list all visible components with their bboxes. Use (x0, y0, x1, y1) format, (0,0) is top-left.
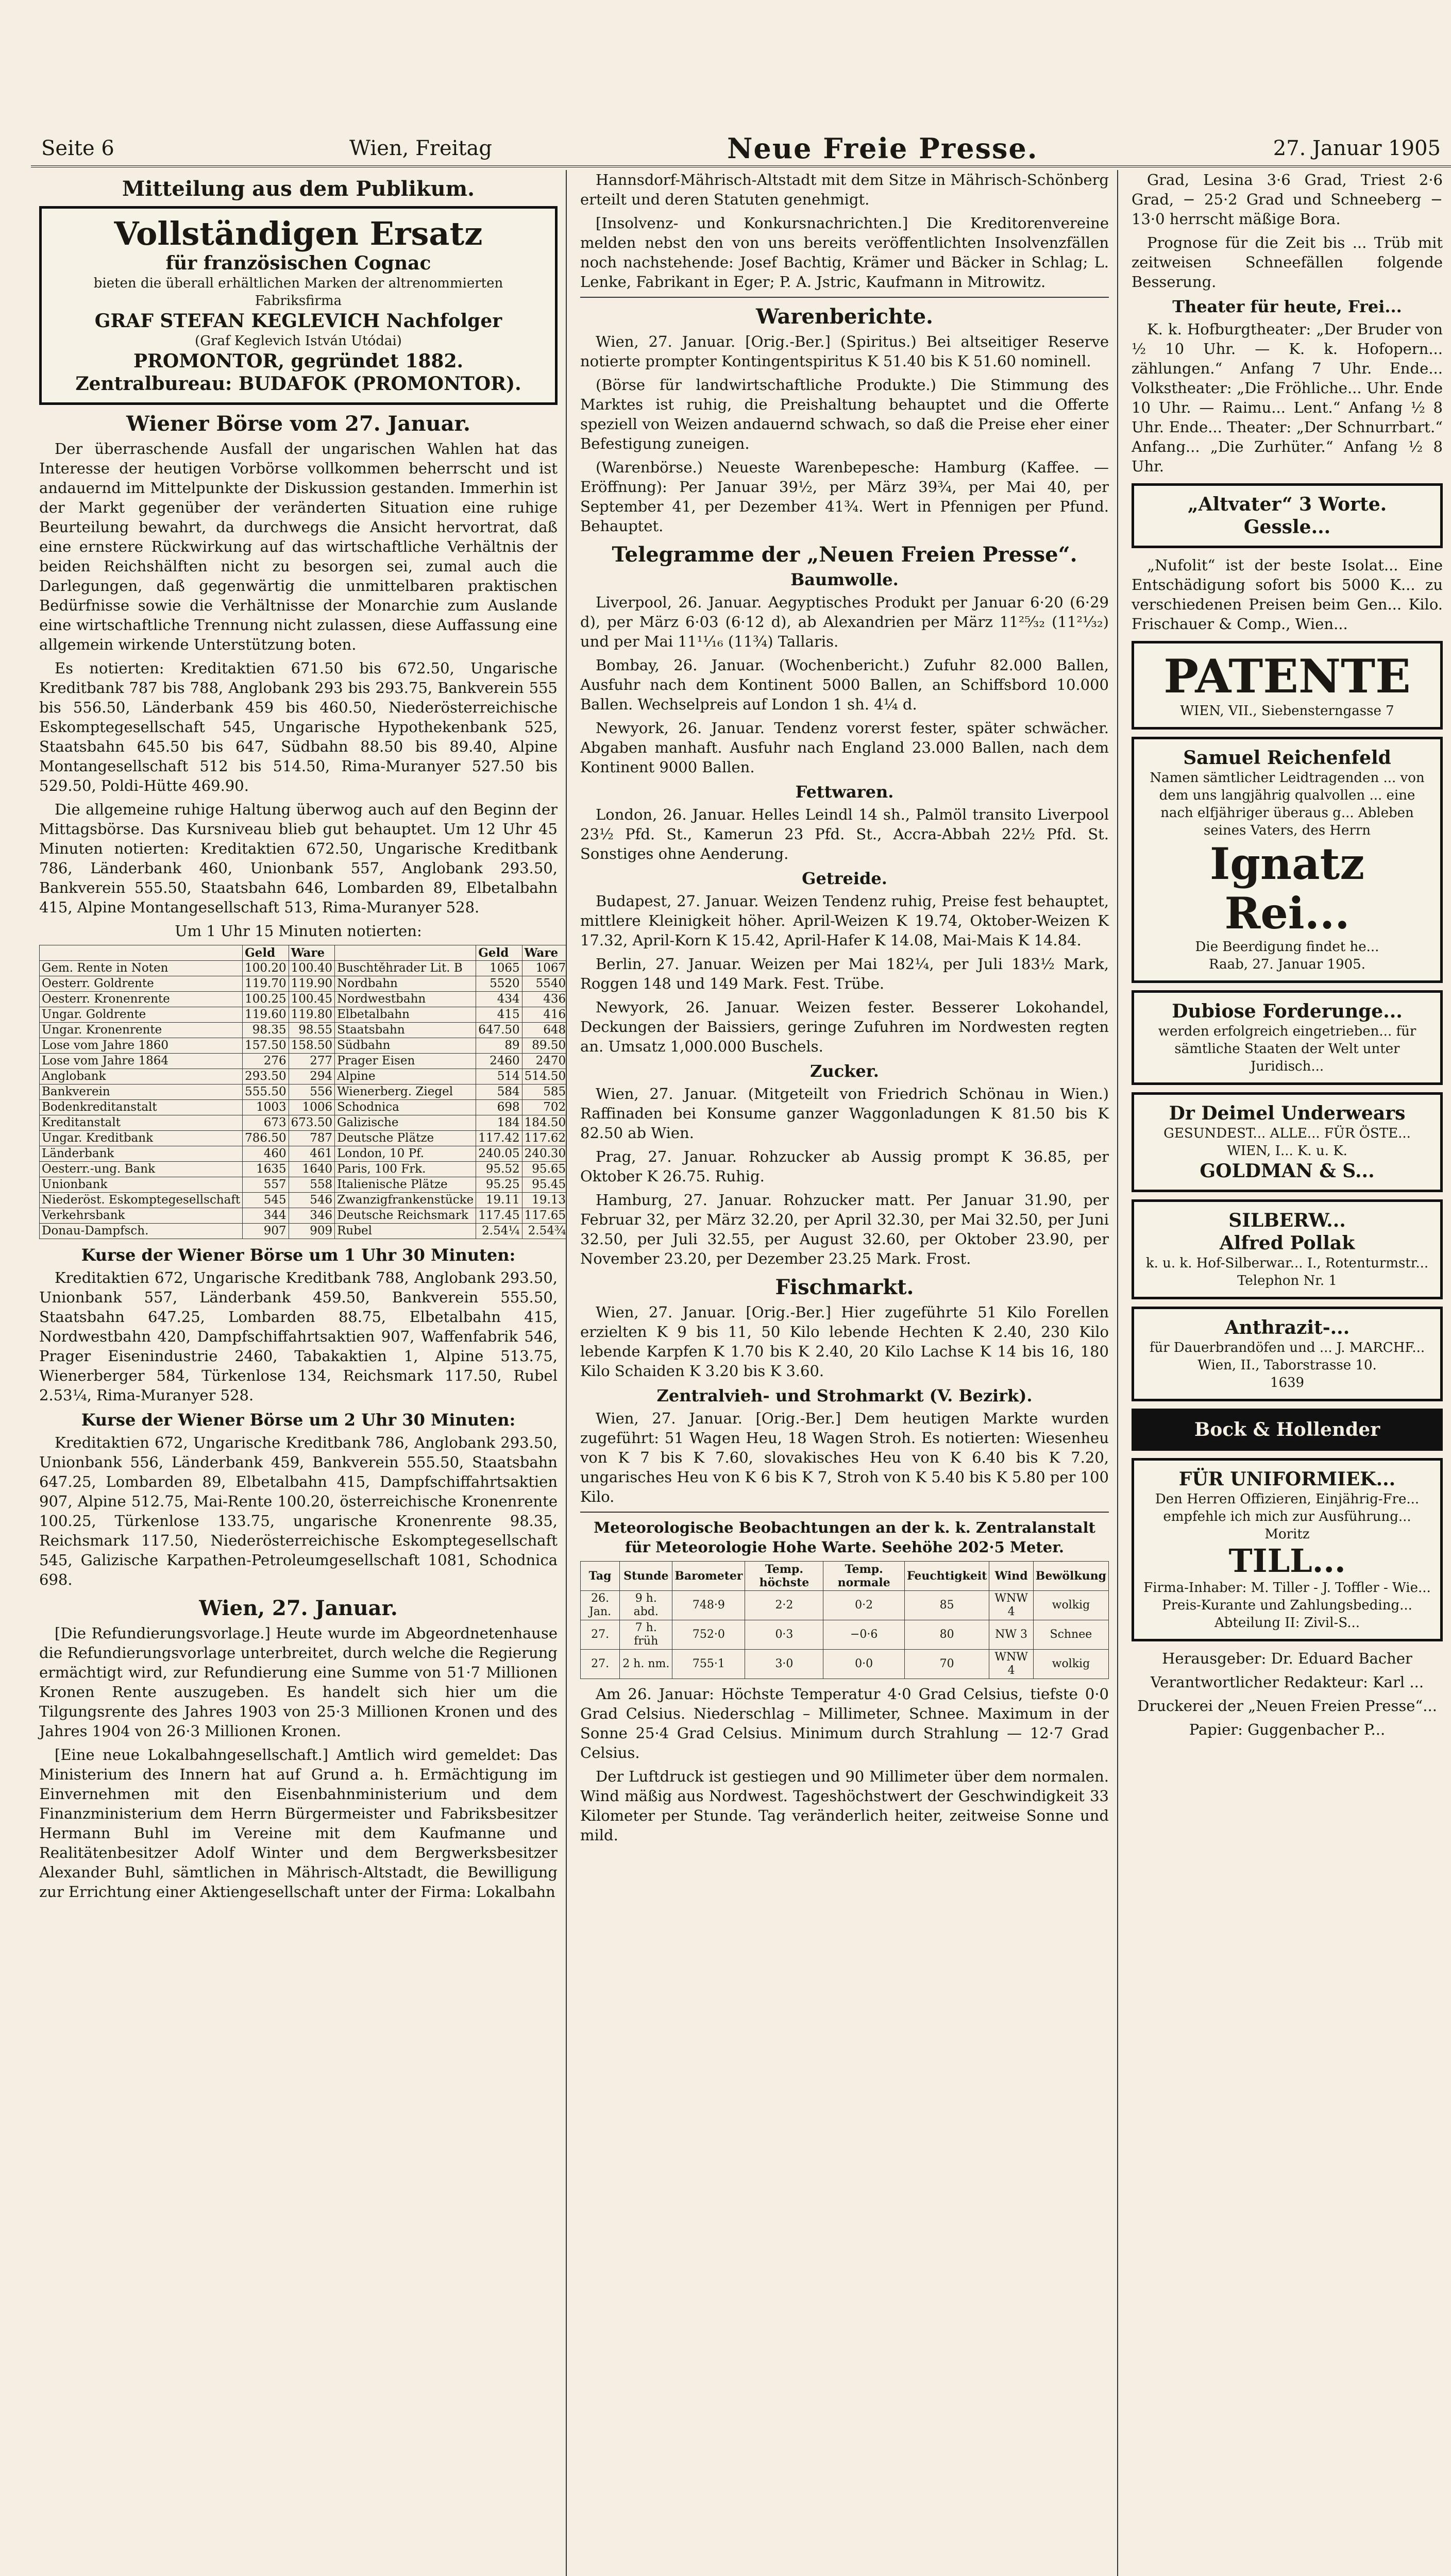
tel-paragraph: Bombay, 26. Januar. (Wochenbericht.) Zufuhr 82.000 Ballen, Ausfuhr nach dem Kontinent 5000 Ballen, an Schiffsbord 10.000 Ballen. Wechselpreis auf London 1 sh. 4¼ d. (580, 656, 1109, 713)
kurs-cell: 585 (522, 1084, 567, 1100)
ad-altvater (1132, 483, 1443, 548)
ad-tiller-sub: Firma-Inhaber: M. Tiller - J. Toffler - Wie... Preis-Kurante und Zahlungsbeding... Abteilung II: Zivil-S... (1143, 1580, 1431, 1631)
kurs-cell: 294 (289, 1069, 334, 1084)
baumwolle-subtitle: Baumwolle. (790, 570, 899, 589)
column-middle (572, 170, 1118, 2576)
kurs-cell: Unionbank (40, 1177, 243, 1193)
kurs-cell: 1006 (289, 1100, 334, 1115)
ad-anthrazit (1132, 1307, 1443, 1401)
kurs-cell: 584 (476, 1084, 522, 1100)
um1-label: Um 1 Uhr 15 Minuten notierten: (175, 922, 422, 940)
boerse-paragraph: Die allgemeine ruhige Haltung überwog auch auf den Beginn der Mittagsbörse. Das Kursniveau blieb gut behauptet. Um 12 Uhr 45 Minuten notierten: Kreditaktien 672.50, Ungarische Kreditbank 786, Länderbank 460, Unionbank 557, Anglobank 293.50, Bankverein 555.50, Staatsbahn 646, Lombarden 89, Elbetalbahn 415, Alpine Montangesellschaft 513, Rima-Muranyer 528. (39, 801, 558, 916)
konkurs-paragraph: [Insolvenz- und Konkursnachrichten.] Die Kreditorenvereine melden nebst den von uns bereits veröffentlichten Insolvenzfällen noch nachstehende: Josef Bachtig, Krämer und Bäcker in Schlag; L. Lenke, Fabrikant in Eger; P. A. Jstric, Kaufmann in Mitrowitz. (580, 214, 1109, 291)
kurs-cell: 673.50 (289, 1115, 334, 1131)
meteo-cell: 2·2 (745, 1591, 823, 1620)
kurs-header: Ware (289, 945, 334, 961)
kurs-cell: 2.54¼ (476, 1224, 522, 1239)
kurs-row (40, 961, 567, 976)
ad-cognac-place: PROMONTOR, gegründet 1882. (133, 350, 464, 372)
page-number: Seite 6 (41, 137, 114, 160)
kurs-cell: 5520 (476, 976, 522, 992)
kurs-cell: 19.11 (476, 1193, 522, 1208)
kurs-row (40, 1069, 567, 1084)
kurs-cell: Italienische Plätze (335, 1177, 476, 1193)
kurs-cell: 344 (243, 1208, 289, 1224)
ad-pollak-sub: k. u. k. Hof-Silberwar... I., Rotenturmstr... Telephon Nr. 1 (1145, 1256, 1429, 1289)
kurs-cell: Ungar. Goldrente (40, 1007, 243, 1023)
kurs-cell: 89.50 (522, 1038, 567, 1054)
tel-paragraph: Newyork, 26. Januar. Tendenz vorerst fester, später schwächer. Abgaben manhaft. Ausfuhr nach England 23.000 Ballen, nach dem Kontinent 9000 Ballen. (580, 719, 1109, 776)
tel-paragraph: Berlin, 27. Januar. Weizen per Mai 182¼, per Juli 183½ Mark, Roggen 148 und 149 Mark. Fest. Trübe. (580, 955, 1109, 992)
kurs-cell: 1635 (243, 1162, 289, 1177)
kurs-row (40, 1224, 567, 1239)
kurse3-title: Kurse der Wiener Börse um 2 Uhr 30 Minuten: (81, 1410, 516, 1430)
kurs-cell: 95.25 (476, 1177, 522, 1193)
tel-paragraph: Prag, 27. Januar. Rohzucker ab Aussig prompt K 36.85, per Oktober K 26.75. Ruhig. (580, 1148, 1109, 1185)
ad-patente (1132, 641, 1443, 730)
kurs-cell: Ungar. Kronenrente (40, 1023, 243, 1038)
ad-anthrazit-title: Anthrazit-... (1224, 1317, 1350, 1338)
meteo-header: Barometer (672, 1562, 745, 1591)
kurs-cell: 117.42 (476, 1131, 522, 1146)
kurs-row (40, 976, 567, 992)
kurs-cell: 1003 (243, 1100, 289, 1115)
meteo-cell: 70 (904, 1650, 989, 1679)
kurs-cell: Nordwestbahn (335, 992, 476, 1007)
kurs-cell: 117.62 (522, 1131, 567, 1146)
kurs-cell: Deutsche Reichsmark (335, 1208, 476, 1224)
theater-title: Theater für heute, Frei... (1172, 297, 1402, 316)
kurs-cell: 557 (243, 1177, 289, 1193)
imprint-line: Verantwortlicher Redakteur: Karl ... (1150, 1673, 1424, 1691)
meteo-cell: wolkig (1033, 1591, 1108, 1620)
kurs-cell: 555.50 (243, 1084, 289, 1100)
meteo-header: Tag (581, 1562, 620, 1591)
meteo-table (580, 1561, 1109, 1679)
kurs-cell: 436 (522, 992, 567, 1007)
kurs-cell: 95.65 (522, 1162, 567, 1177)
meteo-cell: 755·1 (672, 1650, 745, 1679)
kurs-cell: Wienerberg. Ziegel (335, 1084, 476, 1100)
divider (580, 1512, 1109, 1513)
death-notice-family: Samuel Reichenfeld (1183, 747, 1391, 769)
zentralvieh-title: Zentralvieh- und Strohmarkt (V. Bezirk). (656, 1386, 1033, 1405)
death-notice-place: Raab, 27. Januar 1905. (1208, 957, 1365, 972)
kurs-cell: 157.50 (243, 1038, 289, 1054)
kurs-cell: Alpine (335, 1069, 476, 1084)
meteo-cell: 748·9 (672, 1591, 745, 1620)
kurs-cell: Oesterr.-ung. Bank (40, 1162, 243, 1177)
kurs-cell: 434 (476, 992, 522, 1007)
death-notice-funeral: Die Beerdigung findet he... (1195, 939, 1379, 955)
divider (580, 297, 1109, 298)
kurs-cell: 2.54¾ (522, 1224, 567, 1239)
place-day: Wien, Freitag (349, 137, 492, 160)
kurs-cell: Ungar. Kreditbank (40, 1131, 243, 1146)
kurs-cell: Bodenkreditanstalt (40, 1100, 243, 1115)
kurs-cell: 100.25 (243, 992, 289, 1007)
kurs-cell: Zwanzigfrankenstücke (335, 1193, 476, 1208)
nufolit-text: „Nufolit“ ist der beste Isolat... Eine Entschädigung sofort bis 5000 K... zu verschiedenen Preisen beim Gen... Kilo. Frischauer & Comp., Wien... (1132, 556, 1443, 633)
kurs-cell: 346 (289, 1208, 334, 1224)
kurs-cell: Donau-Dampfsch. (40, 1224, 243, 1239)
kurs-cell: 698 (476, 1100, 522, 1115)
kurs-cell: 907 (243, 1224, 289, 1239)
kurs-cell: 293.50 (243, 1069, 289, 1084)
kurse2-text: Kreditaktien 672, Ungarische Kreditbank 788, Anglobank 293.50, Unionbank 557, Länderbank 459.50, Bankverein 555.50, Staatsbahn 647.25, Lombarden 88.75, Elbetalbahn 415, Nordwestbahn 420, Dampfschiffahrtsaktien 907, Waffenfabrik 546, Prager Eisenindustrie 2460, Tabakaktien 1, Alpine 513.75, Wienerberger 584, Türkenlose 134, Reichsmark 117.50, Rubel 2.53¼, Rima-Muranyer 528. (39, 1269, 558, 1404)
kurs-cell: 119.70 (243, 976, 289, 992)
kurs-cell: 1067 (522, 961, 567, 976)
kurs-cell: 276 (243, 1054, 289, 1069)
kurs-cell: 546 (289, 1193, 334, 1208)
meteo-cell: Schnee (1033, 1620, 1108, 1650)
kurs-row (40, 1208, 567, 1224)
kurs-cell: 673 (243, 1115, 289, 1131)
meteo-text: Am 26. Januar: Höchste Temperatur 4·0 Grad Celsius, tiefste 0·0 Grad Celsius. Niederschlag – Millimeter, Schnee. Maximum in der Sonne 25·4 Grad Celsius. Minimum durch Strahlung — 12·7 Grad Celsius. (580, 1685, 1109, 1761)
kurs-cell: 702 (522, 1100, 567, 1115)
ad-cognac (39, 206, 558, 405)
ad-tiller-name: TILL... (1228, 1542, 1346, 1580)
tel-paragraph: Hamburg, 27. Januar. Rohzucker matt. Per Januar 31.90, per Februar 32, per März 32.20, per April 32.30, per Mai 32.50, per Juni 32.50, per Juli 32.55, per August 32.60, per Oktober 23.90, per November 23.20, per Dezember 23.25 Mark. Frost. (580, 1191, 1109, 1267)
kurs-cell: 786.50 (243, 1131, 289, 1146)
meteo-header: Feuchtigkeit (904, 1562, 989, 1591)
kurs-row (40, 1038, 567, 1054)
meteo-title: Meteorologische Beobachtungen an der k. k. Zentralanstalt für Meteorologie Hohe Warte. Seehöhe 202·5 Meter. (594, 1519, 1095, 1556)
meteo-cell: 752·0 (672, 1620, 745, 1650)
meteo-header: Bewölkung (1033, 1562, 1108, 1591)
kurse3-text: Kreditaktien 672, Ungarische Kreditbank 786, Anglobank 293.50, Unionbank 556, Länderbank 459, Bankverein 555.50, Staatsbahn 647.25, Lombarden 89, Elbetalbahn 415, Dampfschiffahrtsaktien 907, Alpine 512.75, Mai-Rente 100.20, österreichische Kronenrente 100.25, Türkenlose 133.75, ungarische Kronenrente 98.35, Reichsmark 117.50, Niederösterreichische Eskomptegesellschaft 545, Galizische Karpathen-Petroleumgesellschaft 1081, Schodnica 698. (39, 1434, 558, 1588)
ad-tiller-uniform: FÜR UNIFORMIEK... (1178, 1468, 1396, 1490)
kurs-cell: 100.20 (243, 961, 289, 976)
kurs-cell: 89 (476, 1038, 522, 1054)
kurs-cell: 98.55 (289, 1023, 334, 1038)
kurs-row (40, 1193, 567, 1208)
ad-deimel-brand: Dr Deimel Underwears (1169, 1103, 1406, 1124)
imprint-line: Herausgeber: Dr. Eduard Bacher (1162, 1650, 1412, 1667)
kurs-header: Ware (522, 945, 567, 961)
ad-bock (1132, 1409, 1443, 1451)
ad-deimel (1132, 1092, 1443, 1192)
kurs-cell: Rubel (335, 1224, 476, 1239)
death-notice-name: Ignatz Rei... (1209, 838, 1365, 939)
kurs-table (39, 945, 567, 1239)
ad-anthrazit-number: 1639 (1270, 1375, 1305, 1391)
theater-text: K. k. Hofburgtheater: „Der Bruder von ½ 10 Uhr. — K. k. Hofopern... zählungen.“ Anfang 7 Uhr. Ende... Volkstheater: „Die Fröhliche... Uhr. Ende 10 Uhr. — Raimu... Lent.“ Anfang ½ 8 Uhr. Ende... Theater: „Der Schnurrbart.“ Anfang... „Die Zurhüter.“ Anfang ½ 8 Uhr. (1132, 320, 1443, 475)
kurs-cell: 787 (289, 1131, 334, 1146)
meteo-header: Stunde (620, 1562, 672, 1591)
column-right (1123, 170, 1451, 2576)
kurs-cell: 415 (476, 1007, 522, 1023)
kurs-cell: Kreditanstalt (40, 1115, 243, 1131)
wien27-paragraph: [Die Refundierungsvorlage.] Heute wurde im Abgeordnetenhause die Refundierungsvorlage unterbreitet, durch welche die Regierung ermächtigt wird, zur Refundierung eine Summe von 51·7 Millionen Kronen Rente auszugeben. Es handelt sich hier um die Tilgungsrente des Jahres 1903 von 25·3 Millionen Kronen und des Jahres 1904 von 26·3 Millionen Kronen. (39, 1624, 558, 1740)
wb-paragraph: (Warenbörse.) Neueste Warenbepesche: Hamburg (Kaffee. — Eröffnung): Per Januar 39½, per März 39¾, per Mai 40, per September 41, per Dezember 41¾. Wert in Pfennigen per Pfund. Behauptet. (580, 459, 1109, 535)
kurs-cell: 514.50 (522, 1069, 567, 1084)
kurs-cell: 461 (289, 1146, 334, 1162)
kurs-row (40, 1054, 567, 1069)
kurs-cell: 545 (243, 1193, 289, 1208)
section-title-mitteilung: Mitteilung aus dem Publikum. (122, 177, 475, 201)
kurs-cell: Schodnica (335, 1100, 476, 1115)
wb-paragraph: Wien, 27. Januar. [Orig.-Ber.] (Spiritus.) Bei altseitiger Reserve notierte prompter Kontingentspiritus K 51.40 bis K 51.60 nominell. (580, 333, 1109, 370)
getreide-subtitle: Getreide. (802, 869, 887, 888)
tel-paragraph: Newyork, 26. Januar. Weizen fester. Besserer Lokohandel, Deckungen der Baissiers, geringe Zufuhren im Nordwesten regten an. Umsatz 1,000.000 Buschels. (580, 998, 1109, 1055)
ad-cognac-headline: Vollständigen Ersatz (114, 215, 483, 252)
kurs-header (40, 945, 243, 961)
kurs-row (40, 992, 567, 1007)
meteo-cell: 9 h. abd. (620, 1591, 672, 1620)
kurs-cell: 2470 (522, 1054, 567, 1069)
prognose-text: Prognose für die Zeit bis ... Trüb mit zeitweisen Schneefällen folgende Besserung. (1132, 234, 1443, 291)
kurs-cell: 117.65 (522, 1208, 567, 1224)
kurs-cell: 416 (522, 1007, 567, 1023)
boerse-title: Wiener Börse vom 27. Januar. (126, 412, 470, 436)
meteo-cell: 27. (581, 1620, 620, 1650)
ad-pollak (1132, 1199, 1443, 1299)
kurs-header (335, 945, 476, 961)
kurs-cell: Staatsbahn (335, 1023, 476, 1038)
kurs-cell: 19.13 (522, 1193, 567, 1208)
column-left (31, 170, 567, 2576)
newspaper-title: Neue Freie Presse. (727, 132, 1038, 165)
kurs-cell: London, 10 Pf. (335, 1146, 476, 1162)
kurs-cell: 95.52 (476, 1162, 522, 1177)
tel-paragraph: Wien, 27. Januar. (Mitgeteilt von Friedrich Schönau in Wien.) Raffinaden bei Konsume ganzer Waggonladungen K 81.50 bis K 82.50 ab Wien. (580, 1085, 1109, 1142)
kurs-cell: 100.40 (289, 961, 334, 976)
kurs-row (40, 1146, 567, 1162)
meteo-header: Wind (989, 1562, 1033, 1591)
meteo-cell: NW 3 (989, 1620, 1033, 1650)
meteo-cell: 7 h. früh (620, 1620, 672, 1650)
meteo-row (581, 1650, 1109, 1679)
ad-tiller-moritz: Moritz (1264, 1527, 1310, 1542)
kurs-cell: Gem. Rente in Noten (40, 961, 243, 976)
kurs-cell: 514 (476, 1069, 522, 1084)
kurs-row (40, 1131, 567, 1146)
ad-tiller-uniform-sub: Den Herren Offizieren, Einjährig-Fre... empfehle ich mich zur Ausführung... (1155, 1492, 1420, 1524)
tel-paragraph: Budapest, 27. Januar. Weizen Tendenz ruhig, Preise fest behauptet, mittlere Kleinigkeit höher. April-Weizen K 19.74, Oktober-Weizen K 17.32, April-Korn K 15.42, April-Hafer K 14.08, Mai-Mais K 14.84. (580, 892, 1109, 949)
kurs-cell: 1065 (476, 961, 522, 976)
lokalbahn-cont: Hannsdorf-Mährisch-Altstadt mit dem Sitze in Mährisch-Schönberg erteilt und deren Statuten genehmigt. (580, 171, 1109, 208)
zucker-subtitle: Zucker. (810, 1061, 879, 1081)
meteo-row (581, 1620, 1109, 1650)
kurs-row (40, 1177, 567, 1193)
meteo-cell: 80 (904, 1620, 989, 1650)
kurs-row (40, 1162, 567, 1177)
ad-pollak-name: Alfred Pollak (1219, 1232, 1355, 1254)
ad-cognac-line: bieten die überall erhältlichen Marken der altrenommierten Fabriksfirma (93, 276, 503, 309)
ad-tiller (1132, 1458, 1443, 1641)
kurs-cell: 1640 (289, 1162, 334, 1177)
meteo-cell: WNW 4 (989, 1650, 1033, 1679)
warenberichte-title: Warenberichte. (756, 304, 933, 329)
kurs-cell: Bankverein (40, 1084, 243, 1100)
tel-paragraph: London, 26. Januar. Helles Leindl 14 sh., Palmöl transito Liverpool 23½ Pfd. St., Kamerun 23 Pfd. St., Accra-Abbah 22½ Pfd. St. Sonstiges ohne Aenderung. (580, 806, 1109, 862)
ad-deimel-sub: GESUNDEST... ALLE... FÜR ÖSTE... WIEN, I... K. u. K. (1163, 1126, 1411, 1159)
wb-paragraph: (Börse für landwirtschaftliche Produkte.) Die Stimmung des Marktes ist ruhig, die Preishaltung behauptet und die Offerte speziell von Weizen andauernd schwach, so daß die Preise eher einer Befestigung zuneigen. (580, 376, 1109, 452)
ad-cognac-firm: GRAF STEFAN KEGLEVICH Nachfolger (94, 310, 502, 332)
kurs-cell: Oesterr. Goldrente (40, 976, 243, 992)
kurs-cell: 184.50 (522, 1115, 567, 1131)
meteo-cell: 0·2 (823, 1591, 905, 1620)
boerse-paragraph: Es notierten: Kreditaktien 671.50 bis 672.50, Ungarische Kreditbank 787 bis 788, Anglobank 293 bis 293.75, Bankverein 555 bis 556.50, Länderbank 459 bis 460.50, Niederösterreichische Eskomptegesellschaft 545, Ungarische Hypothekenbank 525, Staatsbahn 645.50 bis 647, Südbahn 88.50 bis 89.40, Alpine Montangesellschaft 512 bis 514.50, Rima-Muranyer 527.50 bis 529.50, Poldi-Hütte 469.90. (39, 659, 558, 794)
kurs-cell: Lose vom Jahre 1864 (40, 1054, 243, 1069)
meteo-cell: 26. Jan. (581, 1591, 620, 1620)
kurs-row (40, 1007, 567, 1023)
kurs-cell: 100.45 (289, 992, 334, 1007)
issue-date: 27. Januar 1905 (1273, 137, 1441, 160)
kurs-cell: Nordbahn (335, 976, 476, 992)
kurs-cell: 240.30 (522, 1146, 567, 1162)
boerse-paragraph: Der überraschende Ausfall der ungarischen Wahlen hat das Interesse der heutigen Vorbörse vollkommen beherrscht und ist andauernd im Mittelpunkte der Diskussion gestanden. Immerhin ist der Markt gegenüber der veränderten Situation eine ruhige Beurteilung bewahrt, da durchwegs die Ansicht hervortrat, daß eine ernstere Rückwirkung auf das wirtschaftliche Verhältnis der beiden Reichshälften nicht zu besorgen sei, zumal auch die Darlegungen, daß gegenwärtig die unmittelbaren praktischen Bedürfnisse sowie die Verhältnisse der Monarchie zum Auslande eine wirtschaftliche Trennung nicht zulassen, diese Auffassung eine allgemein wirkende Unterstützung boten. (39, 440, 558, 653)
meteo-cell: 0·3 (745, 1620, 823, 1650)
ad-dubiose-sub: werden erfolgreich eingetrieben... für sämtliche Staaten der Welt unter Juridisch... (1158, 1024, 1416, 1074)
kurs-cell: 119.60 (243, 1007, 289, 1023)
kurs-header: Geld (243, 945, 289, 961)
telegramme-title: Telegramme der „Neuen Freien Presse“. (612, 543, 1077, 567)
kurs-cell: Südbahn (335, 1038, 476, 1054)
kurs-cell: Buschtěhrader Lit. B (335, 961, 476, 976)
death-notice-text: Namen sämtlicher Leidtragenden ... von dem uns langjährig qualvollen ... eine nach elfjähriger überaus g... Ableben seines Vaters, des Herrn (1150, 770, 1425, 838)
weather-cont: Grad, Lesina 3·6 Grad, Triest 2·6 Grad, − 25·2 Grad und Schneeberg − 13·0 herrscht mäßige Bora. (1132, 171, 1443, 228)
meteo-text: Der Luftdruck ist gestiegen und 90 Millimeter über dem normalen. Wind mäßig aus Nordwest. Tageshöchstwert der Geschwindigkeit 33 Kilometer per Stunde. Tag veränderlich heiter, zeitweise Sonne und mild. (580, 1768, 1109, 1844)
kurs-cell: Niederöst. Eskomptegesellschaft (40, 1193, 243, 1208)
kurs-cell: 95.45 (522, 1177, 567, 1193)
kurs-cell: Prager Eisen (335, 1054, 476, 1069)
kurs-cell: 2460 (476, 1054, 522, 1069)
fettwaren-subtitle: Fettwaren. (795, 782, 894, 802)
kurs-cell: Länderbank (40, 1146, 243, 1162)
fischmarkt-title: Fischmarkt. (775, 1275, 914, 1299)
kurs-cell: 158.50 (289, 1038, 334, 1054)
ad-bock-title: Bock & Hollender (1194, 1419, 1380, 1440)
meteo-cell: WNW 4 (989, 1591, 1033, 1620)
meteo-cell: 2 h. nm. (620, 1650, 672, 1679)
fisch-paragraph: Wien, 27. Januar. [Orig.-Ber.] Hier zugeführte 51 Kilo Forellen erzielten K 9 bis 11, 50 Kilo lebende Hechten K 2.40, 230 Kilo lebende Karpfen K 1.70 bis K 2.40, 20 Kilo Lachse K 14 bis 16, 180 Kilo Schaiden K 3.20 bis K 3.60. (580, 1303, 1109, 1380)
ad-dubiose-title: Dubiose Forderunge... (1172, 1001, 1403, 1022)
imprint-line: Papier: Guggenbacher P... (1189, 1721, 1386, 1738)
ad-pollak-silber: SILBERW... (1228, 1210, 1346, 1231)
wien27-paragraph: [Eine neue Lokalbahngesellschaft.] Amtlich wird gemeldet: Das Ministerium des Innern hat auf Grund a. h. Ermächtigung im Einvernehmen mit den Eisenbahnministerium und dem Finanzministerium dem Herrn Bürgermeister und Fabriksbesitzer Hermann Buhl im Vereine mit dem Kaufmanne und Realitätenbesitzer Adolf Winter und dem Bergwerksbesitzer Alexander Buhl, sämtlichen in Mährisch-Altstadt, die Bewilligung zur Errichtung einer Aktiengesellschaft unter der Firma: Lokalbahn (39, 1746, 558, 1901)
kurs-cell: Elbetalbahn (335, 1007, 476, 1023)
ad-cognac-central: Zentralbureau: BUDAFOK (PROMONTOR). (75, 373, 521, 395)
kurs-row (40, 1084, 567, 1100)
ad-patente-big: PATENTE (1163, 649, 1411, 704)
death-notice (1132, 737, 1443, 983)
kurs-cell: Deutsche Plätze (335, 1131, 476, 1146)
kurs-cell: 460 (243, 1146, 289, 1162)
masthead (31, 131, 1451, 167)
meteo-cell: 27. (581, 1650, 620, 1679)
kurs-cell: 556 (289, 1084, 334, 1100)
kurs-cell: Verkehrsbank (40, 1208, 243, 1224)
meteo-cell: 3·0 (745, 1650, 823, 1679)
meteo-cell: 85 (904, 1591, 989, 1620)
kurs-cell: 119.80 (289, 1007, 334, 1023)
ad-altvater-text: „Altvater“ 3 Worte. Gessle... (1187, 494, 1387, 538)
kurs-cell: 98.35 (243, 1023, 289, 1038)
meteo-cell: wolkig (1033, 1650, 1108, 1679)
meteo-cell: 0·0 (823, 1650, 905, 1679)
kurse2-title: Kurse der Wiener Börse um 1 Uhr 30 Minuten: (81, 1245, 516, 1265)
meteo-cell: −0·6 (823, 1620, 905, 1650)
kurs-cell: Galizische (335, 1115, 476, 1131)
meteo-header: Temp. normale (823, 1562, 905, 1591)
meteo-header: Temp. höchste (745, 1562, 823, 1591)
zentral-paragraph: Wien, 27. Januar. [Orig.-Ber.] Dem heutigen Markte wurden zugeführt: 51 Wagen Heu, 18 Wagen Stroh. Es notierten: Wiesenheu von K 7 bis K 7.60, slovakisches Heu von K 6.40 bis K 7.20, ungarisches Heu von K 6 bis K 7, Stroh von K 5.40 bis K 5.80 per 100 Kilo. (580, 1410, 1109, 1505)
ad-cognac-firm-sub: (Graf Keglevich István Utódai) (195, 333, 402, 349)
kurs-cell: 648 (522, 1023, 567, 1038)
ad-dubiose (1132, 990, 1443, 1085)
imprint-line: Druckerei der „Neuen Freien Presse“... (1137, 1697, 1437, 1715)
kurs-cell: 909 (289, 1224, 334, 1239)
kurs-cell: 647.50 (476, 1023, 522, 1038)
kurs-cell: 117.45 (476, 1208, 522, 1224)
kurs-row (40, 1100, 567, 1115)
ad-deimel-firm: GOLDMAN & S... (1200, 1160, 1375, 1182)
kurs-cell: 184 (476, 1115, 522, 1131)
kurs-cell: 277 (289, 1054, 334, 1069)
kurs-cell: Paris, 100 Frk. (335, 1162, 476, 1177)
kurs-cell: 119.90 (289, 976, 334, 992)
kurs-cell: Lose vom Jahre 1860 (40, 1038, 243, 1054)
kurs-row (40, 1023, 567, 1038)
kurs-cell: Oesterr. Kronenrente (40, 992, 243, 1007)
kurs-header: Geld (476, 945, 522, 961)
kurs-cell: 5540 (522, 976, 567, 992)
kurs-cell: 558 (289, 1177, 334, 1193)
kurs-cell: 240.05 (476, 1146, 522, 1162)
kurs-row (40, 1115, 567, 1131)
ad-anthrazit-sub: für Dauerbrandöfen und ... J. MARCHF... Wien, II., Taborstrasse 10. (1149, 1340, 1425, 1373)
tel-paragraph: Liverpool, 26. Januar. Aegyptisches Produkt per Januar 6·20 (6·29 d), per März 6·03 (6·12 d), ab Alexandrien per März 11²⁵⁄₃₂ (11²¹⁄₃₂) und per Mai 11¹¹⁄₁₆ (11¾) Tallaris. (580, 594, 1109, 650)
ad-patente-sub: WIEN, VII., Siebensterngasse 7 (1180, 703, 1394, 719)
wien27-title: Wien, 27. Januar. (199, 1596, 398, 1620)
ad-cognac-sub: für französischen Cognac (165, 252, 431, 274)
kurs-cell: Anglobank (40, 1069, 243, 1084)
meteo-row (581, 1591, 1109, 1620)
